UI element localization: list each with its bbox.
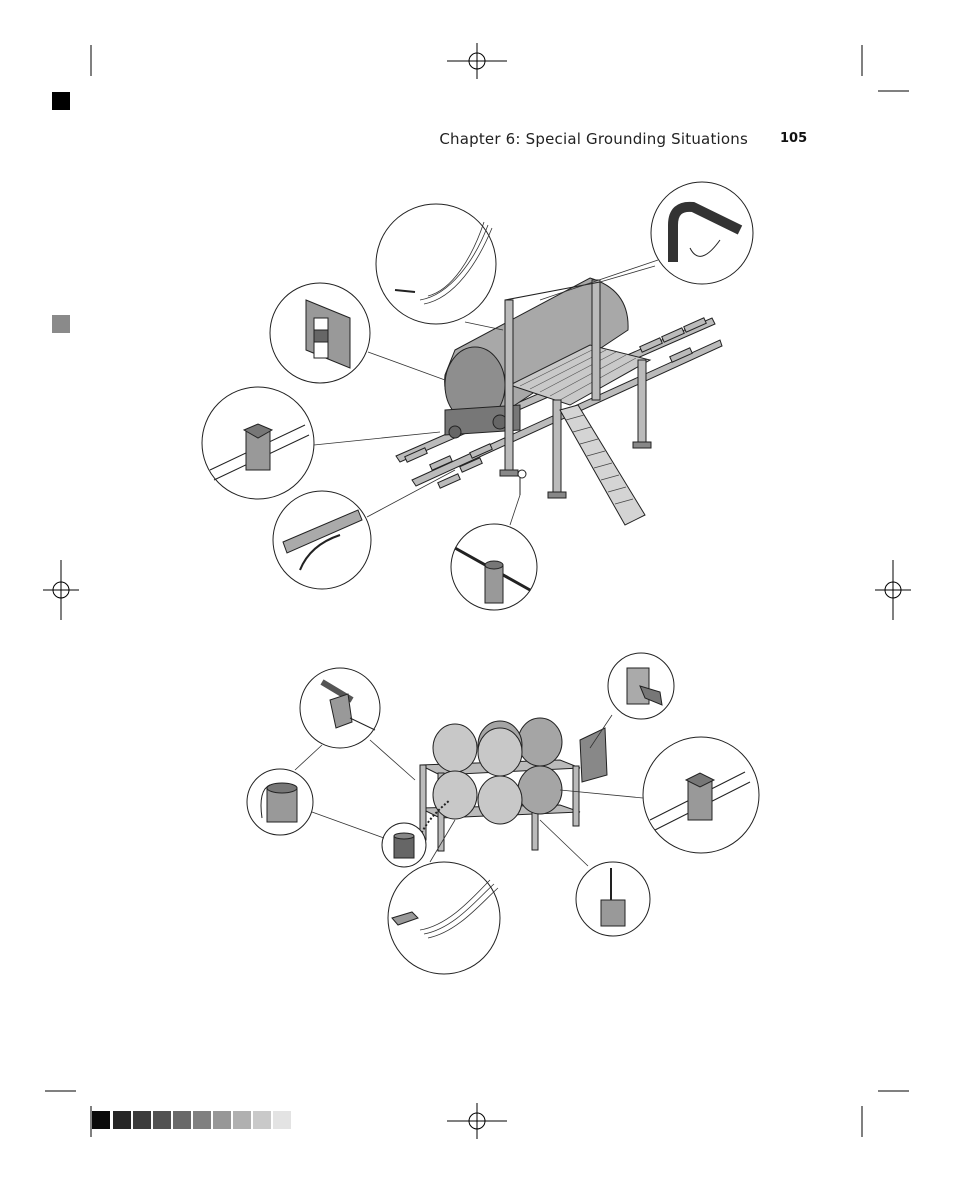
detail-wall-bond-plate [270, 283, 370, 383]
registration-target-right [875, 560, 911, 620]
running-head: Chapter 6: Special Grounding Situations [439, 130, 748, 148]
detail-coiled-cable-2 [388, 862, 500, 974]
detail-wall-clamp [608, 653, 674, 719]
registration-target-bottom [447, 1103, 507, 1139]
stairway [560, 405, 645, 525]
gray-square-mark [52, 315, 70, 333]
detail-ground-plate [576, 862, 650, 936]
wall-bus-bar [580, 728, 607, 782]
detail-pipe-bond-elbow [651, 182, 753, 284]
black-square-mark [52, 92, 70, 110]
detail-coiled-cable-clamp [376, 204, 496, 324]
detail-small-can [382, 823, 426, 867]
drum-rack-illustration [418, 718, 607, 851]
detail-paint-can [247, 769, 313, 835]
detail-rail-clamp [273, 491, 371, 589]
ground-rod [518, 470, 526, 495]
calibration-strip [92, 1111, 291, 1129]
page-number: 105 [780, 131, 808, 146]
registration-target-top [447, 43, 507, 79]
registration-target-left [43, 560, 79, 620]
detail-ground-rod-clamp [451, 524, 537, 610]
detail-bolt-connector [202, 387, 314, 499]
detail-bolt-connector-2 [643, 737, 759, 853]
detail-hand-clamp [300, 668, 380, 748]
